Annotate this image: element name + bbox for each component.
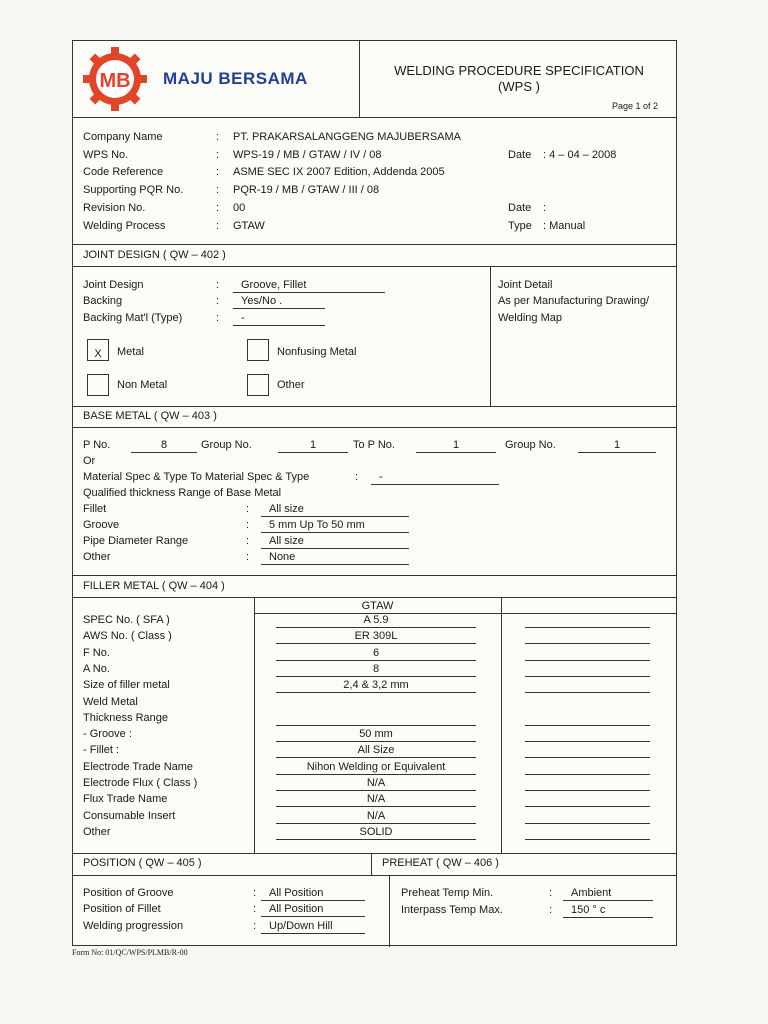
- qualified-label: Qualified thickness Range of Base Metal: [83, 487, 282, 499]
- colon: :: [216, 184, 220, 196]
- colon: :: [216, 166, 220, 178]
- metal-label: Metal: [117, 346, 144, 358]
- wps-label: WPS No.: [83, 149, 129, 161]
- filler-row-underline-alt: [525, 627, 650, 628]
- filler-row-underline: [276, 823, 476, 824]
- wps-form: [72, 40, 677, 946]
- colon: :: [355, 471, 359, 483]
- date-label-2: Date: [508, 202, 532, 214]
- filler-row-underline-alt: [525, 725, 650, 726]
- date-value: : 4 – 04 – 2008: [543, 149, 617, 161]
- material-label: Material Spec & Type To Material Spec & Type: [83, 471, 310, 483]
- backing-value: Yes/No .: [241, 295, 283, 307]
- filler-row-underline: [276, 774, 476, 775]
- or-label: Or: [83, 455, 96, 467]
- joint-detail-label: Joint Detail: [498, 279, 553, 291]
- filler-row-value: 8: [372, 663, 380, 675]
- company-label: Company Name: [83, 131, 163, 143]
- filler-row-underline: [276, 806, 476, 807]
- filler-row-underline: [276, 741, 476, 742]
- colon: :: [246, 503, 250, 515]
- pqr-label: Supporting PQR No.: [83, 184, 184, 196]
- colon: :: [253, 920, 257, 932]
- to-pno-value: 1: [452, 439, 460, 451]
- joint-design-value: Groove, Fillet: [241, 279, 307, 291]
- page-number: Page 1 of 2: [611, 101, 658, 111]
- filler-row-label: AWS No. ( Class ): [83, 630, 172, 642]
- colon: :: [246, 519, 250, 531]
- filler-row-value: 2,4 & 3,2 mm: [343, 679, 409, 691]
- filler-row-value: 50 mm: [359, 728, 393, 740]
- filler-row-underline-alt: [525, 806, 650, 807]
- groove-value: 5 mm Up To 50 mm: [269, 519, 365, 531]
- filler-row-label: - Fillet :: [83, 744, 120, 756]
- filler-row-value: A 5.9: [363, 614, 389, 626]
- code-label: Code Reference: [83, 166, 164, 178]
- filler-row-label: Flux Trade Name: [83, 793, 168, 805]
- date-label: Date: [508, 149, 532, 161]
- other-checkbox[interactable]: [247, 374, 269, 396]
- revision-label: Revision No.: [83, 202, 146, 214]
- preheat-section-title: PREHEAT ( QW – 406 ): [382, 857, 499, 869]
- filler-row-underline: [276, 643, 476, 644]
- type-value: : Manual: [543, 220, 586, 232]
- filler-row-value: SOLID: [359, 826, 393, 838]
- colon: :: [549, 887, 553, 899]
- filler-row-label: Consumable Insert: [83, 810, 176, 822]
- colon: :: [246, 535, 250, 547]
- filler-row-label: Other: [83, 826, 111, 838]
- filler-row-underline-alt: [525, 741, 650, 742]
- filler-row-label: SPEC No. ( SFA ): [83, 614, 170, 626]
- brand-name: MAJU BERSAMA: [163, 69, 308, 88]
- preheat-min-label: Preheat Temp Min.: [401, 887, 494, 899]
- colon: :: [216, 220, 220, 232]
- fillet-label: Fillet: [83, 503, 107, 515]
- filler-row-label: F No.: [83, 647, 110, 659]
- to-pno-label: To P No.: [353, 439, 395, 451]
- fillet-value: All size: [269, 503, 304, 515]
- filler-row-label: - Groove :: [83, 728, 132, 740]
- colon: :: [216, 295, 220, 307]
- pos-fillet-value: All Position: [269, 903, 324, 915]
- process-label: Welding Process: [83, 220, 166, 232]
- revision-value: 00: [233, 202, 246, 214]
- filler-row-value: N/A: [366, 777, 386, 789]
- filler-row-underline-alt: [525, 757, 650, 758]
- filler-row-label: Size of filler metal: [83, 679, 170, 691]
- backing-mat-label: Backing Mat'l (Type): [83, 312, 183, 324]
- document-title: [361, 63, 677, 95]
- group-value: 1: [309, 439, 317, 451]
- nonmetal-checkbox[interactable]: [87, 374, 109, 396]
- filler-row-underline: [276, 627, 476, 628]
- filler-row-underline-alt: [525, 660, 650, 661]
- other-base-value: None: [269, 551, 296, 563]
- filler-row-underline-alt: [525, 774, 650, 775]
- filler-row-underline-alt: [525, 692, 650, 693]
- filler-row-value: 6: [372, 647, 380, 659]
- joint-detail-line-1: As per Manufacturing Drawing/: [498, 295, 650, 307]
- filler-row-label: Electrode Flux ( Class ): [83, 777, 198, 789]
- interpass-max-label: Interpass Temp Max.: [401, 904, 503, 916]
- nonfusing-label: Nonfusing Metal: [277, 346, 357, 358]
- filler-row-label: Weld Metal: [83, 696, 138, 708]
- colon: :: [216, 149, 220, 161]
- pos-groove-label: Position of Groove: [83, 887, 174, 899]
- wps-value: WPS-19 / MB / GTAW / IV / 08: [233, 149, 382, 161]
- material-value: -: [379, 471, 383, 483]
- nonfusing-checkbox[interactable]: [247, 339, 269, 361]
- filler-row-value: N/A: [366, 793, 386, 805]
- filler-row-value: N/A: [366, 810, 386, 822]
- filler-row-value: Nihon Welding or Equivalent: [306, 761, 446, 773]
- pno-value: 8: [160, 439, 168, 451]
- process-value: GTAW: [233, 220, 265, 232]
- pipe-value: All size: [269, 535, 304, 547]
- code-value: ASME SEC IX 2007 Edition, Addenda 2005: [233, 166, 445, 178]
- pipe-label: Pipe Diameter Range: [83, 535, 189, 547]
- filler-row-underline: [276, 725, 476, 726]
- position-section-title: POSITION ( QW – 405 ): [83, 857, 202, 869]
- filler-row-underline: [276, 660, 476, 661]
- joint-section-title: JOINT DESIGN ( QW – 402 ): [83, 249, 226, 261]
- pno-label: P No.: [83, 439, 111, 451]
- filler-row-underline-alt: [525, 676, 650, 677]
- filler-section-title: FILLER METAL ( QW – 404 ): [83, 580, 225, 592]
- filler-row-underline-alt: [525, 823, 650, 824]
- filler-row-value: ER 309L: [354, 630, 398, 642]
- filler-row-underline: [276, 757, 476, 758]
- colon: :: [216, 202, 220, 214]
- progression-value: Up/Down Hill: [269, 920, 333, 932]
- colon: :: [253, 887, 257, 899]
- filler-row-label: Thickness Range: [83, 712, 168, 724]
- other-base-label: Other: [83, 551, 111, 563]
- pos-fillet-label: Position of Fillet: [83, 903, 161, 915]
- colon: :: [216, 279, 220, 291]
- progression-label: Welding progression: [83, 920, 184, 932]
- backing-label: Backing: [83, 295, 123, 307]
- form-number: Form No: 01/QC/WPS/PLMB/R-00: [72, 948, 188, 957]
- other-label: Other: [277, 379, 305, 391]
- title-line-1: WELDING PROCEDURE SPECIFICATION: [394, 63, 644, 78]
- filler-row-underline: [276, 790, 476, 791]
- group-label: Group No.: [201, 439, 252, 451]
- metal-checkbox[interactable]: X: [87, 339, 109, 361]
- interpass-max-value: 150 ° c: [571, 904, 606, 916]
- date-value-2: :: [543, 202, 547, 214]
- filler-row-underline-alt: [525, 643, 650, 644]
- colon: :: [216, 312, 220, 324]
- filler-row-underline-alt: [525, 839, 650, 840]
- groove-label: Groove: [83, 519, 120, 531]
- filler-row-underline: [276, 839, 476, 840]
- backing-mat-value: -: [241, 312, 245, 324]
- pqr-value: PQR-19 / MB / GTAW / III / 08: [233, 184, 380, 196]
- title-line-2: (WPS ): [498, 79, 540, 94]
- company-logo: [83, 47, 147, 111]
- filler-row-label: Electrode Trade Name: [83, 761, 194, 773]
- filler-row-value: All Size: [357, 744, 395, 756]
- type-label: Type: [508, 220, 532, 232]
- company-value: PT. PRAKARSALANGGENG MAJUBERSAMA: [233, 131, 461, 143]
- group-2-label: Group No.: [505, 439, 556, 451]
- colon: :: [549, 904, 553, 916]
- logo-text: MB: [99, 70, 131, 92]
- group-2-value: 1: [613, 439, 621, 451]
- colon: :: [216, 131, 220, 143]
- joint-design-label: Joint Design: [83, 279, 144, 291]
- joint-detail-line-2: Welding Map: [498, 312, 562, 324]
- colon: :: [246, 551, 250, 563]
- base-section-title: BASE METAL ( QW – 403 ): [83, 410, 217, 422]
- colon: :: [253, 903, 257, 915]
- filler-row-underline-alt: [525, 790, 650, 791]
- nonmetal-label: Non Metal: [117, 379, 168, 391]
- filler-row-underline: [276, 676, 476, 677]
- filler-row-underline: [276, 692, 476, 693]
- preheat-min-value: Ambient: [571, 887, 612, 899]
- filler-row-label: A No.: [83, 663, 110, 675]
- pos-groove-value: All Position: [269, 887, 324, 899]
- filler-column-header: GTAW: [361, 600, 394, 612]
